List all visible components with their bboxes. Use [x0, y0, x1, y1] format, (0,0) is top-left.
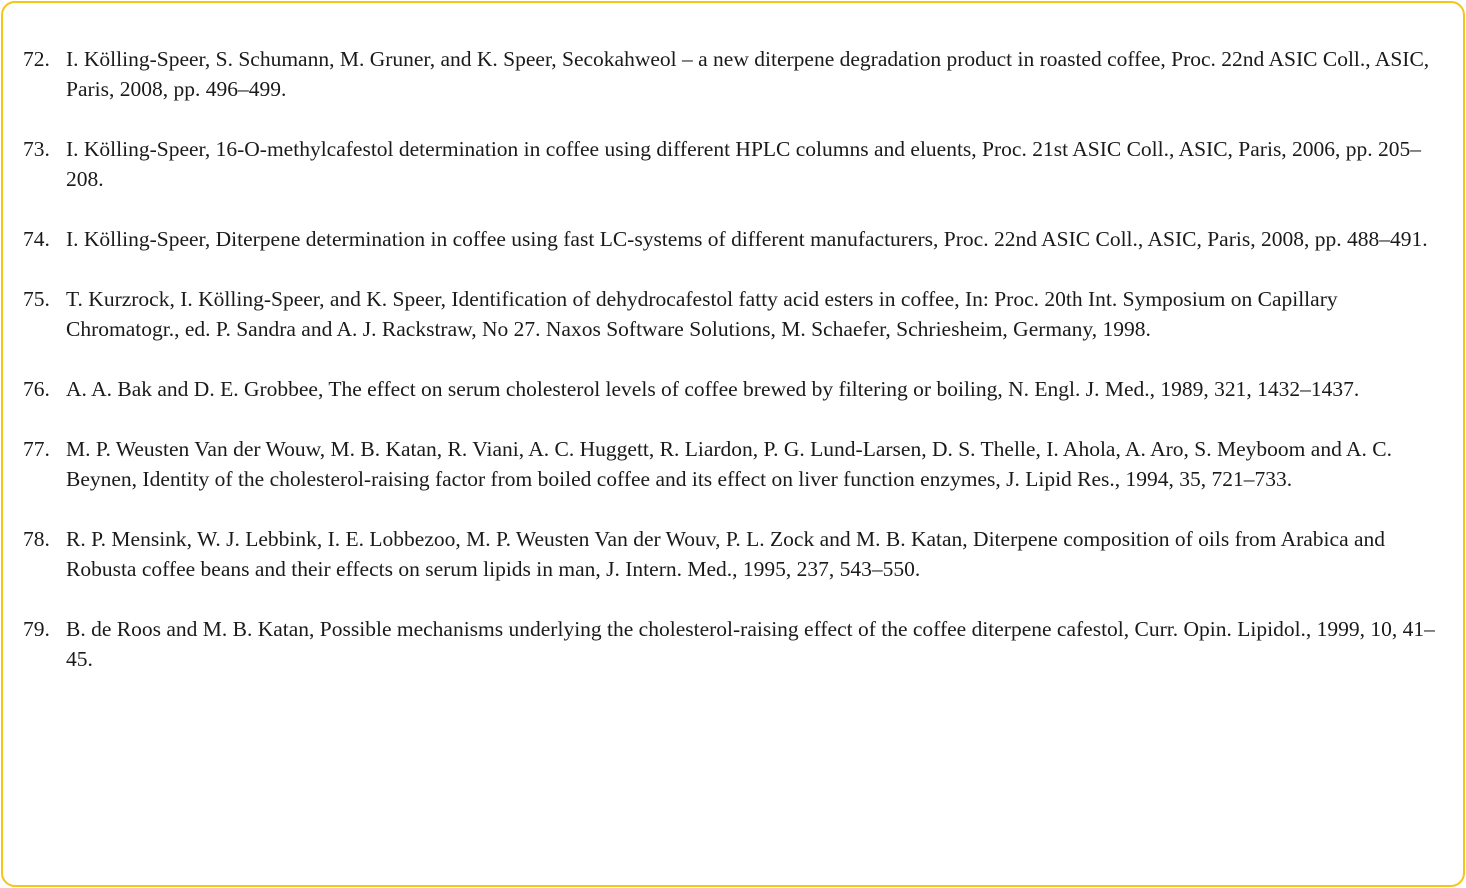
- reference-text: A. A. Bak and D. E. Grobbee, The effect on serum cholesterol levels of coffee brewed by filtering or boiling, N. Engl. J. Med., 1989, 321, 1432–1437.: [66, 377, 1360, 401]
- reference-number: 72.: [23, 47, 50, 71]
- reference-item: [23, 224, 1443, 254]
- reference-text: B. de Roos and M. B. Katan, Possible mechanisms underlying the cholesterol-raising effect of the coffee diterpene cafestol, Curr. Opin. Lipidol., 1999, 10, 41–45.: [66, 617, 1435, 671]
- reference-text: T. Kurzrock, I. Kölling-Speer, and K. Speer, Identification of dehydrocafestol fatty acid esters in coffee, In: Proc. 20th Int. Symposium on Capillary Chromatogr., ed. P. Sandra and A. J. Rackstraw, No 27. Naxos Software Solutions, M. Schaefer, Schriesheim, Germany, 1998.: [66, 287, 1338, 341]
- reference-number: 76.: [23, 377, 50, 401]
- reference-text: R. P. Mensink, W. J. Lebbink, I. E. Lobbezoo, M. P. Weusten Van der Wouv, P. L. Zock and M. B. Katan, Diterpene composition of oils from Arabica and Robusta coffee beans and their effects on serum lipids in man, J. Intern. Med., 1995, 237, 543–550.: [66, 527, 1386, 581]
- reference-text: M. P. Weusten Van der Wouw, M. B. Katan, R. Viani, A. C. Huggett, R. Liardon, P. G. Lund-Larsen, D. S. Thelle, I. Ahola, A. Aro, S. Meyboom and A. C. Beynen, Identity of the cholesterol-raising factor from boiled coffee and its effect on liver function enzymes, J. Lipid Res., 1994, 35, 721–733.: [66, 437, 1392, 491]
- reference-item: [23, 434, 1443, 494]
- reference-number: 78.: [23, 527, 50, 551]
- reference-item: [23, 374, 1443, 404]
- reference-item: [23, 524, 1443, 584]
- reference-item: [23, 284, 1443, 344]
- reference-item: [23, 614, 1443, 674]
- reference-item: [23, 44, 1443, 104]
- reference-text: I. Kölling-Speer, Diterpene determination in coffee using fast LC-systems of different manufacturers, Proc. 22nd ASIC Coll., ASIC, Paris, 2008, pp. 488–491.: [66, 227, 1428, 251]
- reference-number: 79.: [23, 617, 50, 641]
- reference-number: 75.: [23, 287, 50, 311]
- reference-item: [23, 134, 1443, 194]
- reference-text: I. Kölling-Speer, 16-O-methylcafestol determination in coffee using different HPLC columns and eluents, Proc. 21st ASIC Coll., ASIC, Paris, 2006, pp. 205–208.: [66, 137, 1422, 191]
- reference-panel: [1, 1, 1465, 887]
- reference-list: [23, 44, 1443, 704]
- reference-number: 73.: [23, 137, 50, 161]
- reference-number: 77.: [23, 437, 50, 461]
- reference-number: 74.: [23, 227, 50, 251]
- reference-text: I. Kölling-Speer, S. Schumann, M. Gruner, and K. Speer, Secokahweol – a new diterpene degradation product in roasted coffee, Proc. 22nd ASIC Coll., ASIC, Paris, 2008, pp. 496–499.: [66, 47, 1430, 101]
